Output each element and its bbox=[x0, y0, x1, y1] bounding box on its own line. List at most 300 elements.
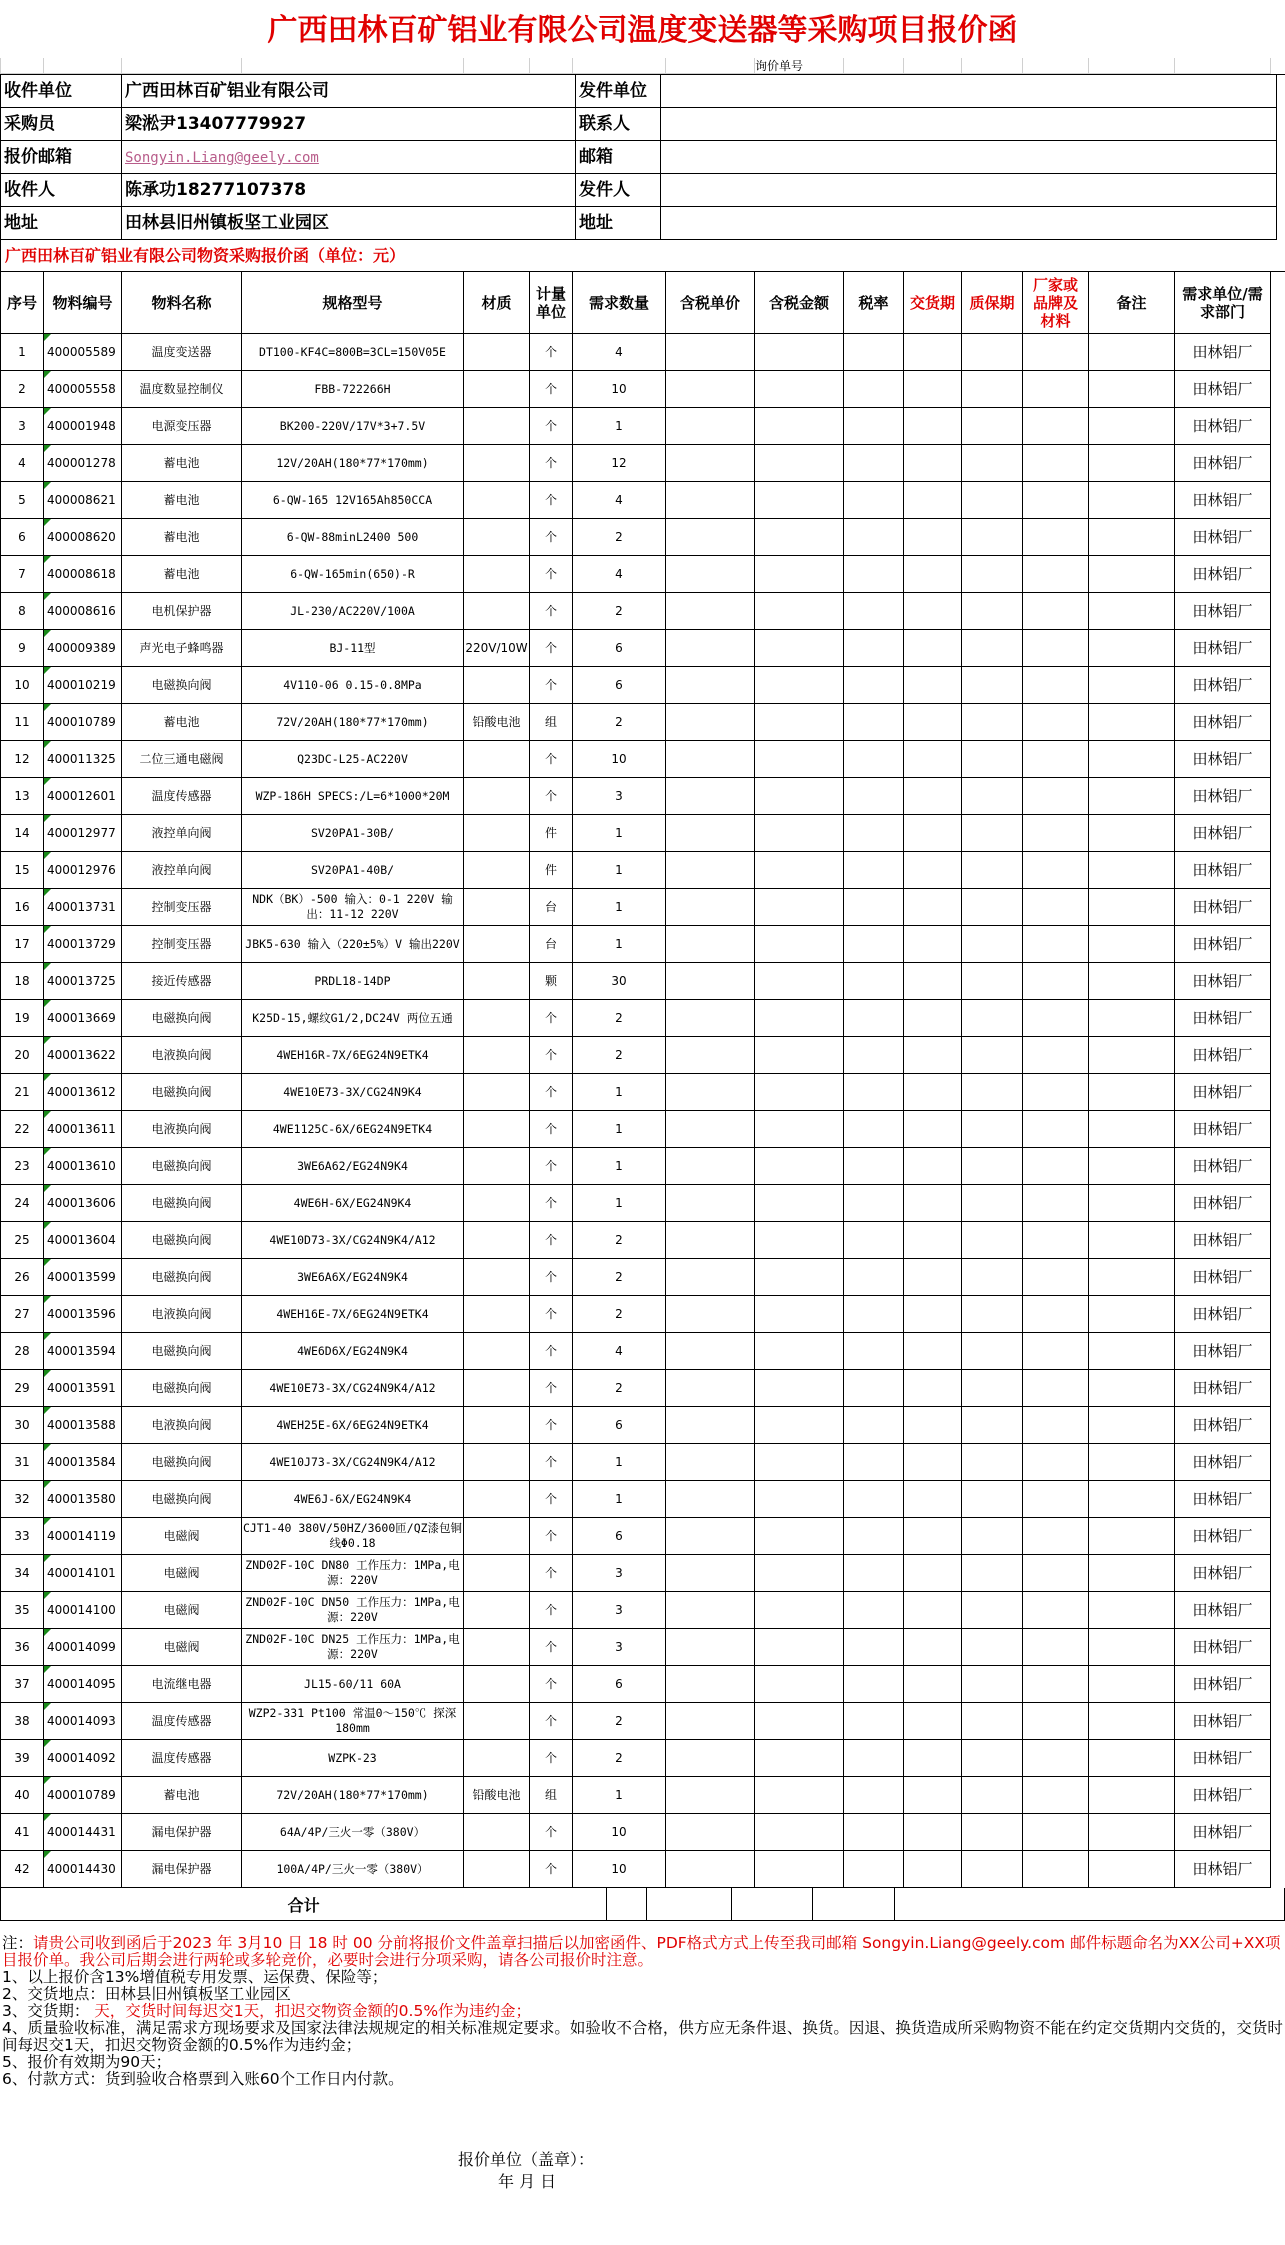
cell-input[interactable] bbox=[666, 334, 755, 371]
cell-input[interactable] bbox=[755, 1185, 844, 1222]
cell-input[interactable] bbox=[844, 1185, 904, 1222]
cell-input[interactable] bbox=[1089, 778, 1175, 815]
cell-input[interactable] bbox=[904, 1629, 962, 1666]
cell-input[interactable] bbox=[666, 445, 755, 482]
cell-input[interactable] bbox=[666, 1259, 755, 1296]
cell-input[interactable] bbox=[962, 1592, 1023, 1629]
cell-input[interactable] bbox=[1023, 1851, 1089, 1888]
cell-input[interactable] bbox=[1089, 741, 1175, 778]
cell-input[interactable] bbox=[666, 1222, 755, 1259]
cell-input[interactable] bbox=[1023, 1740, 1089, 1777]
cell-input[interactable] bbox=[962, 1148, 1023, 1185]
address2-value[interactable] bbox=[661, 207, 1277, 240]
cell-input[interactable] bbox=[962, 1407, 1023, 1444]
cell-input[interactable] bbox=[844, 1037, 904, 1074]
cell-input[interactable] bbox=[904, 408, 962, 445]
cell-input[interactable] bbox=[666, 667, 755, 704]
cell-input[interactable] bbox=[755, 1777, 844, 1814]
cell-input[interactable] bbox=[844, 1592, 904, 1629]
cell-input[interactable] bbox=[755, 1555, 844, 1592]
cell-input[interactable] bbox=[962, 1629, 1023, 1666]
cell-input[interactable] bbox=[904, 1074, 962, 1111]
cell-input[interactable] bbox=[1023, 815, 1089, 852]
cell-input[interactable] bbox=[755, 1333, 844, 1370]
cell-input[interactable] bbox=[1023, 1592, 1089, 1629]
cell-input[interactable] bbox=[962, 334, 1023, 371]
cell-input[interactable] bbox=[904, 1481, 962, 1518]
cell-input[interactable] bbox=[962, 408, 1023, 445]
cell-input[interactable] bbox=[755, 371, 844, 408]
cell-input[interactable] bbox=[904, 334, 962, 371]
cell-input[interactable] bbox=[755, 1592, 844, 1629]
cell-input[interactable] bbox=[666, 926, 755, 963]
cell-input[interactable] bbox=[755, 926, 844, 963]
cell-input[interactable] bbox=[1023, 926, 1089, 963]
cell-input[interactable] bbox=[962, 1185, 1023, 1222]
cell-input[interactable] bbox=[844, 1777, 904, 1814]
cell-input[interactable] bbox=[904, 815, 962, 852]
cell-input[interactable] bbox=[755, 556, 844, 593]
cell-input[interactable] bbox=[904, 926, 962, 963]
cell-input[interactable] bbox=[904, 889, 962, 926]
cell-input[interactable] bbox=[904, 778, 962, 815]
cell-input[interactable] bbox=[1089, 1555, 1175, 1592]
cell-input[interactable] bbox=[962, 852, 1023, 889]
cell-input[interactable] bbox=[904, 1777, 962, 1814]
cell-input[interactable] bbox=[666, 1555, 755, 1592]
cell-input[interactable] bbox=[962, 1333, 1023, 1370]
cell-input[interactable] bbox=[844, 1444, 904, 1481]
cell-input[interactable] bbox=[755, 667, 844, 704]
cell-input[interactable] bbox=[1023, 1333, 1089, 1370]
cell-input[interactable] bbox=[962, 1296, 1023, 1333]
cell-input[interactable] bbox=[755, 778, 844, 815]
cell-input[interactable] bbox=[962, 371, 1023, 408]
cell-input[interactable] bbox=[1089, 482, 1175, 519]
cell-input[interactable] bbox=[755, 1518, 844, 1555]
cell-input[interactable] bbox=[1023, 852, 1089, 889]
cell-input[interactable] bbox=[1089, 667, 1175, 704]
cell-input[interactable] bbox=[1023, 371, 1089, 408]
cell-input[interactable] bbox=[1023, 1444, 1089, 1481]
cell-input[interactable] bbox=[755, 408, 844, 445]
cell-input[interactable] bbox=[1089, 852, 1175, 889]
cell-input[interactable] bbox=[666, 1444, 755, 1481]
cell-input[interactable] bbox=[1089, 1814, 1175, 1851]
cell-input[interactable] bbox=[666, 519, 755, 556]
cell-input[interactable] bbox=[1089, 704, 1175, 741]
cell-input[interactable] bbox=[1089, 1000, 1175, 1037]
cell-input[interactable] bbox=[755, 1814, 844, 1851]
cell-input[interactable] bbox=[904, 1111, 962, 1148]
cell-input[interactable] bbox=[1023, 1777, 1089, 1814]
cell-input[interactable] bbox=[1023, 482, 1089, 519]
cell-input[interactable] bbox=[962, 482, 1023, 519]
cell-input[interactable] bbox=[1023, 778, 1089, 815]
cell-input[interactable] bbox=[904, 1296, 962, 1333]
cell-input[interactable] bbox=[844, 704, 904, 741]
cell-input[interactable] bbox=[666, 482, 755, 519]
cell-input[interactable] bbox=[844, 1851, 904, 1888]
cell-input[interactable] bbox=[962, 667, 1023, 704]
cell-input[interactable] bbox=[755, 1666, 844, 1703]
cell-input[interactable] bbox=[844, 1555, 904, 1592]
cell-input[interactable] bbox=[962, 1851, 1023, 1888]
cell-input[interactable] bbox=[844, 1370, 904, 1407]
cell-input[interactable] bbox=[904, 1851, 962, 1888]
cell-input[interactable] bbox=[844, 889, 904, 926]
cell-input[interactable] bbox=[755, 1111, 844, 1148]
cell-input[interactable] bbox=[1089, 1777, 1175, 1814]
cell-input[interactable] bbox=[1023, 741, 1089, 778]
cell-input[interactable] bbox=[666, 1407, 755, 1444]
cell-input[interactable] bbox=[666, 704, 755, 741]
sender-value[interactable] bbox=[661, 174, 1277, 207]
cell-input[interactable] bbox=[666, 1703, 755, 1740]
cell-input[interactable] bbox=[1023, 1629, 1089, 1666]
cell-input[interactable] bbox=[962, 963, 1023, 1000]
cell-input[interactable] bbox=[844, 482, 904, 519]
cell-input[interactable] bbox=[904, 482, 962, 519]
cell-input[interactable] bbox=[666, 593, 755, 630]
cell-input[interactable] bbox=[904, 1333, 962, 1370]
cell-input[interactable] bbox=[755, 1148, 844, 1185]
cell-input[interactable] bbox=[904, 1148, 962, 1185]
cell-input[interactable] bbox=[755, 593, 844, 630]
cell-input[interactable] bbox=[755, 1407, 844, 1444]
cell-input[interactable] bbox=[904, 1592, 962, 1629]
cell-input[interactable] bbox=[755, 1444, 844, 1481]
cell-input[interactable] bbox=[1089, 1333, 1175, 1370]
cell-input[interactable] bbox=[1089, 1518, 1175, 1555]
cell-input[interactable] bbox=[904, 519, 962, 556]
cell-input[interactable] bbox=[666, 1518, 755, 1555]
cell-input[interactable] bbox=[844, 926, 904, 963]
cell-input[interactable] bbox=[1023, 445, 1089, 482]
cell-input[interactable] bbox=[755, 963, 844, 1000]
cell-input[interactable] bbox=[755, 1851, 844, 1888]
cell-input[interactable] bbox=[904, 371, 962, 408]
cell-input[interactable] bbox=[844, 334, 904, 371]
cell-input[interactable] bbox=[844, 1666, 904, 1703]
cell-input[interactable] bbox=[666, 1851, 755, 1888]
cell-input[interactable] bbox=[844, 1148, 904, 1185]
cell-input[interactable] bbox=[962, 778, 1023, 815]
cell-input[interactable] bbox=[755, 519, 844, 556]
cell-input[interactable] bbox=[962, 741, 1023, 778]
cell-input[interactable] bbox=[1023, 1000, 1089, 1037]
cell-input[interactable] bbox=[666, 1666, 755, 1703]
cell-input[interactable] bbox=[755, 1000, 844, 1037]
cell-input[interactable] bbox=[666, 963, 755, 1000]
cell-input[interactable] bbox=[1023, 1666, 1089, 1703]
cell-input[interactable] bbox=[962, 519, 1023, 556]
cell-input[interactable] bbox=[666, 1629, 755, 1666]
cell-input[interactable] bbox=[755, 889, 844, 926]
cell-input[interactable] bbox=[904, 1370, 962, 1407]
cell-input[interactable] bbox=[666, 1740, 755, 1777]
cell-input[interactable] bbox=[1089, 1703, 1175, 1740]
cell-input[interactable] bbox=[904, 1518, 962, 1555]
cell-input[interactable] bbox=[1023, 1296, 1089, 1333]
cell-input[interactable] bbox=[1089, 334, 1175, 371]
cell-input[interactable] bbox=[1089, 371, 1175, 408]
cell-input[interactable] bbox=[666, 1296, 755, 1333]
cell-input[interactable] bbox=[1089, 593, 1175, 630]
cell-input[interactable] bbox=[904, 704, 962, 741]
cell-input[interactable] bbox=[755, 1074, 844, 1111]
cell-input[interactable] bbox=[1023, 630, 1089, 667]
cell-input[interactable] bbox=[844, 1074, 904, 1111]
cell-input[interactable] bbox=[755, 704, 844, 741]
cell-input[interactable] bbox=[1089, 1666, 1175, 1703]
cell-input[interactable] bbox=[666, 1481, 755, 1518]
cell-input[interactable] bbox=[1089, 1259, 1175, 1296]
cell-input[interactable] bbox=[904, 1185, 962, 1222]
cell-input[interactable] bbox=[962, 1555, 1023, 1592]
cell-input[interactable] bbox=[844, 408, 904, 445]
cell-input[interactable] bbox=[1089, 1740, 1175, 1777]
cell-input[interactable] bbox=[904, 1703, 962, 1740]
contact-value[interactable] bbox=[661, 108, 1277, 141]
cell-input[interactable] bbox=[755, 1370, 844, 1407]
cell-input[interactable] bbox=[962, 1777, 1023, 1814]
cell-input[interactable] bbox=[962, 1000, 1023, 1037]
cell-input[interactable] bbox=[1089, 630, 1175, 667]
cell-input[interactable] bbox=[666, 1000, 755, 1037]
cell-input[interactable] bbox=[755, 1037, 844, 1074]
cell-input[interactable] bbox=[904, 852, 962, 889]
mailbox-value[interactable] bbox=[661, 141, 1277, 174]
cell-input[interactable] bbox=[962, 1444, 1023, 1481]
cell-input[interactable] bbox=[844, 519, 904, 556]
cell-input[interactable] bbox=[1023, 1518, 1089, 1555]
cell-input[interactable] bbox=[904, 741, 962, 778]
cell-input[interactable] bbox=[1089, 1296, 1175, 1333]
cell-input[interactable] bbox=[666, 556, 755, 593]
cell-input[interactable] bbox=[1023, 519, 1089, 556]
cell-input[interactable] bbox=[962, 593, 1023, 630]
cell-input[interactable] bbox=[962, 1111, 1023, 1148]
email-link[interactable]: Songyin.Liang@geely.com bbox=[125, 150, 319, 166]
cell-input[interactable] bbox=[666, 1185, 755, 1222]
cell-input[interactable] bbox=[666, 815, 755, 852]
cell-input[interactable] bbox=[844, 1000, 904, 1037]
cell-input[interactable] bbox=[1023, 1703, 1089, 1740]
cell-input[interactable] bbox=[844, 667, 904, 704]
cell-input[interactable] bbox=[1089, 1592, 1175, 1629]
cell-input[interactable] bbox=[755, 630, 844, 667]
cell-input[interactable] bbox=[844, 1111, 904, 1148]
cell-input[interactable] bbox=[844, 1296, 904, 1333]
cell-input[interactable] bbox=[1023, 1148, 1089, 1185]
cell-input[interactable] bbox=[755, 1629, 844, 1666]
cell-input[interactable] bbox=[904, 1222, 962, 1259]
cell-input[interactable] bbox=[666, 1111, 755, 1148]
cell-input[interactable] bbox=[1089, 1444, 1175, 1481]
total-amount[interactable] bbox=[813, 1888, 894, 1921]
cell-input[interactable] bbox=[904, 445, 962, 482]
cell-input[interactable] bbox=[962, 1074, 1023, 1111]
cell-input[interactable] bbox=[962, 1740, 1023, 1777]
cell-input[interactable] bbox=[962, 1518, 1023, 1555]
cell-input[interactable] bbox=[844, 815, 904, 852]
cell-input[interactable] bbox=[666, 741, 755, 778]
cell-input[interactable] bbox=[1089, 1222, 1175, 1259]
cell-input[interactable] bbox=[904, 1259, 962, 1296]
cell-input[interactable] bbox=[844, 1259, 904, 1296]
cell-input[interactable] bbox=[1089, 889, 1175, 926]
cell-input[interactable] bbox=[666, 630, 755, 667]
cell-input[interactable] bbox=[844, 445, 904, 482]
cell-input[interactable] bbox=[1023, 1370, 1089, 1407]
cell-input[interactable] bbox=[904, 593, 962, 630]
cell-input[interactable] bbox=[666, 889, 755, 926]
cell-input[interactable] bbox=[904, 1555, 962, 1592]
cell-input[interactable] bbox=[666, 1370, 755, 1407]
cell-input[interactable] bbox=[904, 1740, 962, 1777]
cell-input[interactable] bbox=[1023, 556, 1089, 593]
cell-input[interactable] bbox=[755, 1259, 844, 1296]
cell-input[interactable] bbox=[1089, 1370, 1175, 1407]
cell-input[interactable] bbox=[962, 630, 1023, 667]
cell-input[interactable] bbox=[962, 445, 1023, 482]
cell-input[interactable] bbox=[1023, 408, 1089, 445]
cell-input[interactable] bbox=[1089, 556, 1175, 593]
cell-input[interactable] bbox=[844, 556, 904, 593]
cell-input[interactable] bbox=[1089, 1037, 1175, 1074]
cell-input[interactable] bbox=[962, 926, 1023, 963]
cell-input[interactable] bbox=[844, 778, 904, 815]
cell-input[interactable] bbox=[904, 1666, 962, 1703]
cell-input[interactable] bbox=[1089, 1185, 1175, 1222]
cell-input[interactable] bbox=[1089, 1629, 1175, 1666]
cell-input[interactable] bbox=[844, 630, 904, 667]
cell-input[interactable] bbox=[1023, 1185, 1089, 1222]
cell-input[interactable] bbox=[1089, 519, 1175, 556]
cell-input[interactable] bbox=[844, 741, 904, 778]
cell-input[interactable] bbox=[962, 1481, 1023, 1518]
cell-input[interactable] bbox=[1023, 667, 1089, 704]
cell-input[interactable] bbox=[962, 1037, 1023, 1074]
cell-input[interactable] bbox=[1023, 704, 1089, 741]
cell-input[interactable] bbox=[962, 889, 1023, 926]
cell-input[interactable] bbox=[962, 1703, 1023, 1740]
cell-input[interactable] bbox=[1089, 1407, 1175, 1444]
cell-input[interactable] bbox=[755, 1222, 844, 1259]
sender-unit-value[interactable] bbox=[661, 75, 1277, 108]
cell-input[interactable] bbox=[1023, 1111, 1089, 1148]
cell-input[interactable] bbox=[1023, 963, 1089, 1000]
cell-input[interactable] bbox=[844, 1407, 904, 1444]
cell-input[interactable] bbox=[844, 1814, 904, 1851]
cell-input[interactable] bbox=[904, 667, 962, 704]
cell-input[interactable] bbox=[1089, 926, 1175, 963]
cell-input[interactable] bbox=[904, 1000, 962, 1037]
cell-input[interactable] bbox=[962, 815, 1023, 852]
cell-input[interactable] bbox=[1089, 445, 1175, 482]
cell-input[interactable] bbox=[1023, 1481, 1089, 1518]
cell-input[interactable] bbox=[844, 1481, 904, 1518]
cell-input[interactable] bbox=[1089, 1148, 1175, 1185]
cell-input[interactable] bbox=[844, 1333, 904, 1370]
cell-input[interactable] bbox=[844, 963, 904, 1000]
cell-input[interactable] bbox=[755, 482, 844, 519]
cell-input[interactable] bbox=[844, 593, 904, 630]
cell-input[interactable] bbox=[1089, 1111, 1175, 1148]
cell-input[interactable] bbox=[666, 1814, 755, 1851]
cell-input[interactable] bbox=[1023, 1407, 1089, 1444]
cell-input[interactable] bbox=[755, 1740, 844, 1777]
cell-input[interactable] bbox=[1089, 963, 1175, 1000]
cell-input[interactable] bbox=[666, 1037, 755, 1074]
cell-input[interactable] bbox=[844, 371, 904, 408]
cell-input[interactable] bbox=[1023, 1222, 1089, 1259]
cell-input[interactable] bbox=[904, 630, 962, 667]
cell-input[interactable] bbox=[666, 1074, 755, 1111]
cell-input[interactable] bbox=[666, 778, 755, 815]
cell-input[interactable] bbox=[666, 1592, 755, 1629]
cell-input[interactable] bbox=[1023, 889, 1089, 926]
cell-input[interactable] bbox=[755, 852, 844, 889]
cell-input[interactable] bbox=[844, 1222, 904, 1259]
cell-input[interactable] bbox=[755, 1296, 844, 1333]
cell-input[interactable] bbox=[904, 556, 962, 593]
cell-input[interactable] bbox=[755, 445, 844, 482]
cell-input[interactable] bbox=[962, 1666, 1023, 1703]
cell-input[interactable] bbox=[904, 1444, 962, 1481]
cell-input[interactable] bbox=[1023, 334, 1089, 371]
cell-input[interactable] bbox=[844, 1518, 904, 1555]
cell-input[interactable] bbox=[1089, 1074, 1175, 1111]
cell-input[interactable] bbox=[844, 1740, 904, 1777]
cell-input[interactable] bbox=[666, 1148, 755, 1185]
cell-input[interactable] bbox=[962, 1814, 1023, 1851]
cell-input[interactable] bbox=[904, 1407, 962, 1444]
cell-input[interactable] bbox=[1089, 1481, 1175, 1518]
cell-input[interactable] bbox=[755, 334, 844, 371]
cell-input[interactable] bbox=[1023, 1814, 1089, 1851]
cell-input[interactable] bbox=[1089, 815, 1175, 852]
cell-input[interactable] bbox=[844, 1629, 904, 1666]
cell-input[interactable] bbox=[1023, 1555, 1089, 1592]
cell-input[interactable] bbox=[904, 1814, 962, 1851]
cell-input[interactable] bbox=[1023, 1037, 1089, 1074]
cell-input[interactable] bbox=[1023, 1259, 1089, 1296]
cell-input[interactable] bbox=[1023, 1074, 1089, 1111]
cell-input[interactable] bbox=[962, 556, 1023, 593]
cell-input[interactable] bbox=[666, 1777, 755, 1814]
cell-input[interactable] bbox=[904, 963, 962, 1000]
cell-input[interactable] bbox=[666, 852, 755, 889]
cell-input[interactable] bbox=[844, 1703, 904, 1740]
cell-input[interactable] bbox=[844, 852, 904, 889]
cell-input[interactable] bbox=[666, 371, 755, 408]
cell-input[interactable] bbox=[1089, 408, 1175, 445]
cell-input[interactable] bbox=[962, 1222, 1023, 1259]
cell-input[interactable] bbox=[666, 408, 755, 445]
cell-input[interactable] bbox=[755, 741, 844, 778]
cell-input[interactable] bbox=[1089, 1851, 1175, 1888]
cell-input[interactable] bbox=[1023, 593, 1089, 630]
cell-input[interactable] bbox=[962, 1370, 1023, 1407]
cell-input[interactable] bbox=[962, 704, 1023, 741]
cell-input[interactable] bbox=[755, 1481, 844, 1518]
cell-input[interactable] bbox=[666, 1333, 755, 1370]
cell-input[interactable] bbox=[904, 1037, 962, 1074]
cell-input[interactable] bbox=[755, 815, 844, 852]
cell-input[interactable] bbox=[962, 1259, 1023, 1296]
